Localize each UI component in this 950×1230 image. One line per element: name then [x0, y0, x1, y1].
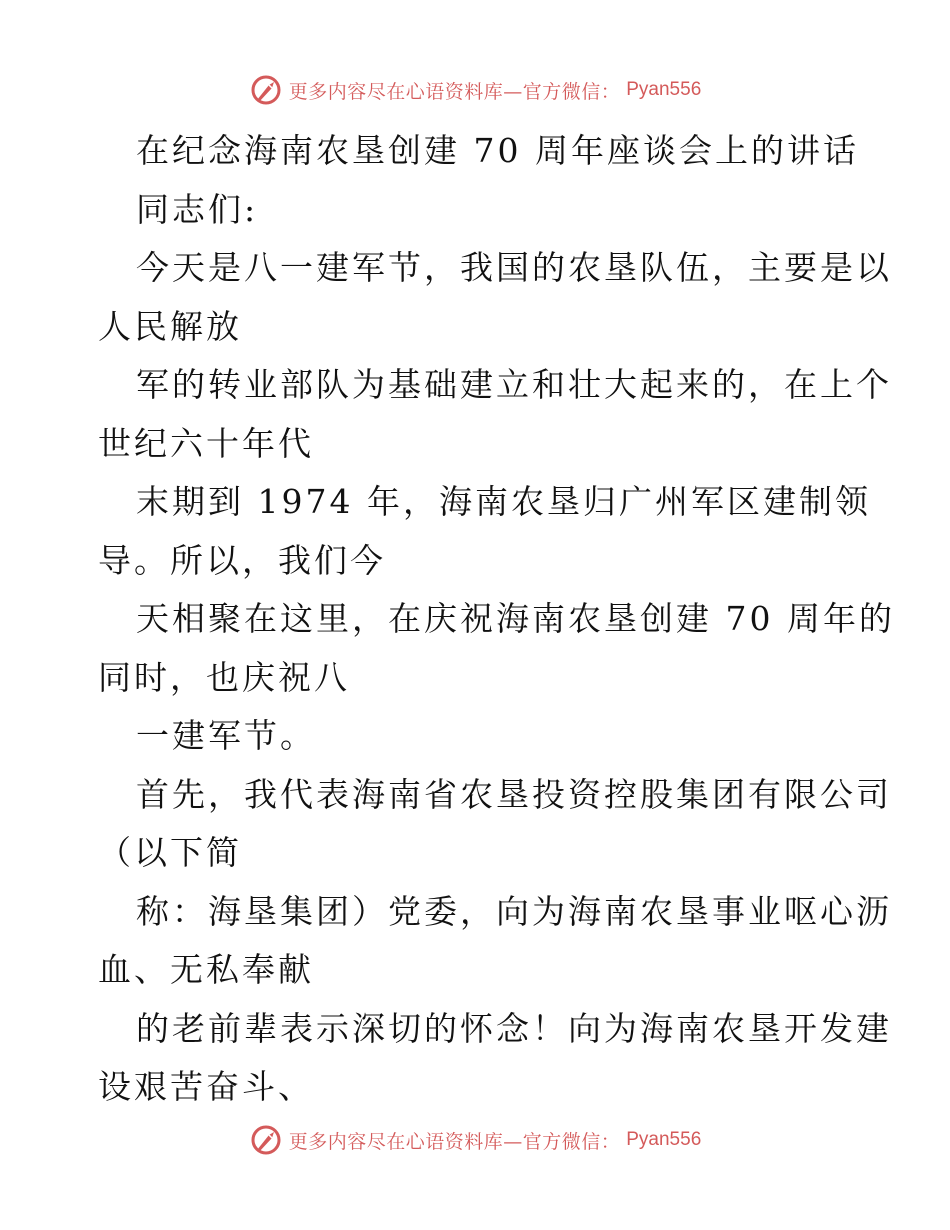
text-line: 导。所以，我们今: [98, 540, 386, 580]
banner-text: 更多内容尽在心语资料库—官方微信：: [288, 1130, 621, 1153]
document-title: 在纪念海南农垦创建 70 周年座谈会上的讲话: [136, 131, 859, 170]
text-line: 人民解放: [98, 306, 242, 346]
footer-banner: [0, 1120, 950, 1160]
text-line: 设艰苦奋斗、: [98, 1067, 314, 1106]
text-line: 末期到 1974 年，海南农垦归广州军区建制领: [136, 482, 871, 521]
banner-text: 更多内容尽在心语资料库—官方微信：: [288, 80, 621, 103]
document-body: [98, 122, 895, 1117]
text-line: 首先，我代表海南省农垦投资控股集团有限公司: [136, 774, 892, 814]
text-line: 的老前辈表示深切的怀念！向为海南农垦开发建: [136, 1008, 892, 1048]
text-line: 血、无私奉献: [98, 950, 314, 989]
header-banner: [0, 70, 950, 110]
text-line: （以下简: [98, 833, 242, 872]
text-line: 同时，也庆祝八: [98, 657, 350, 697]
text-line: 世纪六十年代: [98, 423, 314, 463]
text-line: 称：海垦集团）党委，向为海南农垦事业呕心沥: [136, 891, 892, 931]
banner-contact: Pyan556: [626, 1129, 702, 1150]
text-line: 天相聚在这里，在庆祝海南农垦创建 70 周年的: [136, 599, 895, 638]
text-line: 军的转业部队为基础建立和壮大起来的，在上个: [136, 365, 892, 404]
pen-nib-circle-icon: [249, 1123, 283, 1157]
banner-contact: Pyan556: [626, 79, 702, 100]
text-line: 一建军节。: [136, 716, 316, 755]
text-line: 今天是八一建军节，我国的农垦队伍，主要是以: [136, 248, 892, 287]
pen-nib-circle-icon: [249, 73, 283, 107]
salutation: 同志们:: [136, 189, 259, 229]
